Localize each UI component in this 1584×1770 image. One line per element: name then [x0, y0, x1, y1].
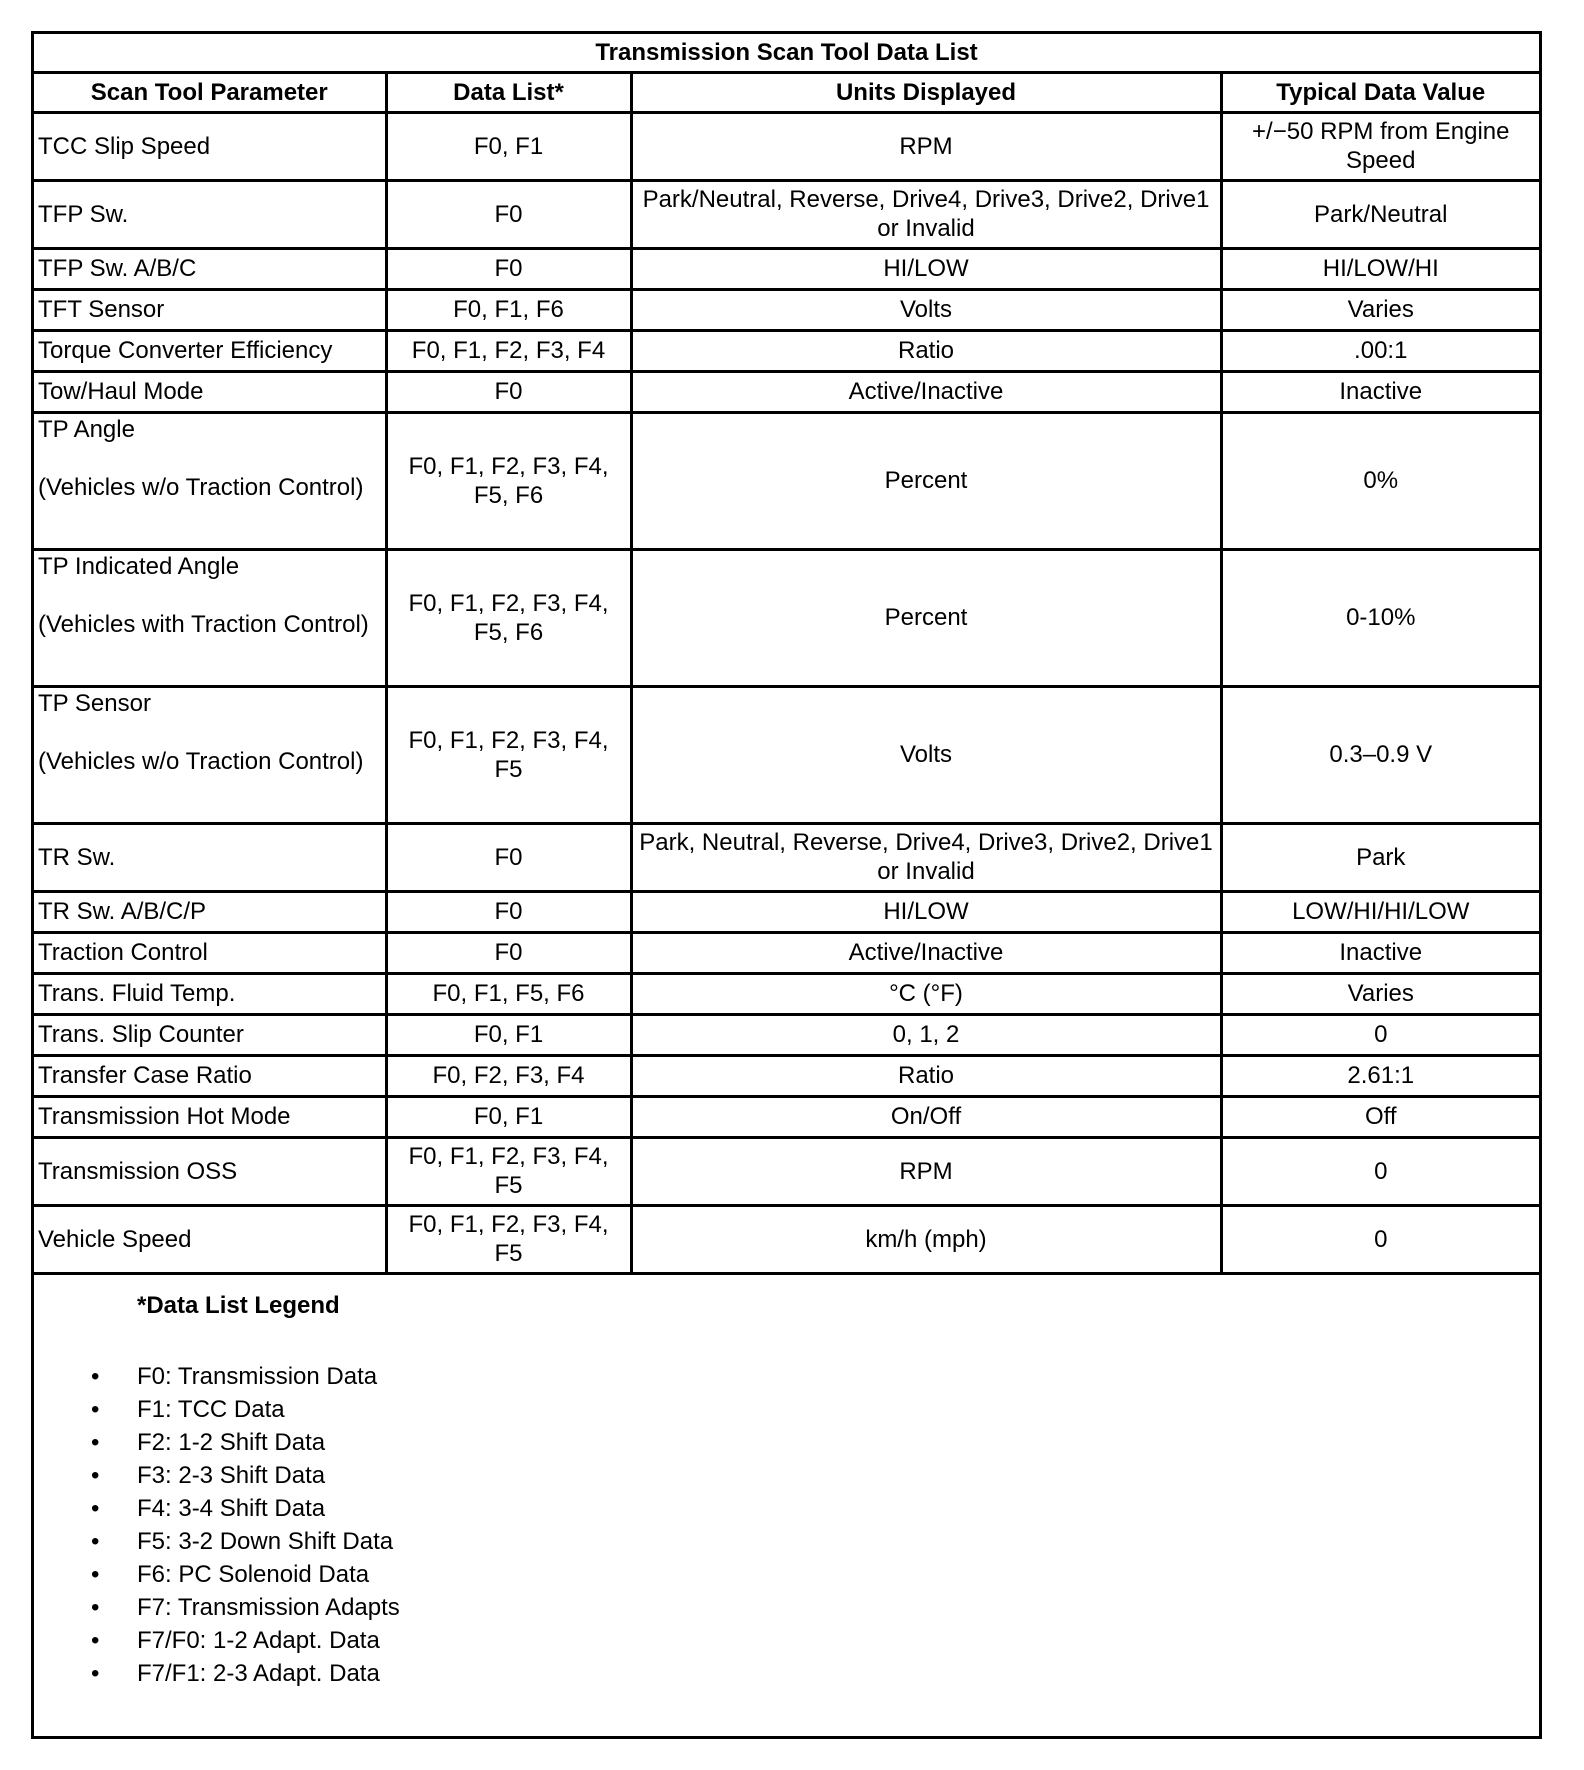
column-header-data-list: Data List* — [386, 72, 631, 112]
typical-value-cell: .00:1 — [1221, 330, 1539, 371]
column-header-units: Units Displayed — [631, 72, 1221, 112]
table-row — [34, 1096, 1539, 1137]
bullet-icon: • — [91, 1659, 100, 1687]
units-cell: Volts — [631, 686, 1221, 823]
units-cell: HI/LOW — [631, 891, 1221, 932]
units-cell: Park, Neutral, Reverse, Drive4, Drive3, Drive2, Drive1 or Invalid — [631, 823, 1221, 891]
parameter-cell — [34, 549, 386, 686]
parameter-cell: Transmission OSS — [34, 1137, 386, 1205]
legend-title: *Data List Legend — [137, 1291, 340, 1319]
typical-value-cell: 0 — [1221, 1014, 1539, 1055]
units-cell: RPM — [631, 1137, 1221, 1205]
table-title: Transmission Scan Tool Data List — [34, 34, 1539, 72]
parameter-name: TP Indicated Angle — [38, 552, 240, 580]
bullet-icon: • — [91, 1560, 100, 1588]
table-row — [34, 248, 1539, 289]
typical-value-cell: Inactive — [1221, 932, 1539, 973]
parameter-cell: Tow/Haul Mode — [34, 371, 386, 412]
data-list-cell: F0, F1, F2, F3, F4, F5, F6 — [386, 549, 631, 686]
table-row — [34, 891, 1539, 932]
typical-value-cell: LOW/HI/HI/LOW — [1221, 891, 1539, 932]
data-list-cell: F0 — [386, 891, 631, 932]
list-item — [34, 1459, 1539, 1492]
data-list-cell: F0, F1, F2, F3, F4, F5 — [386, 1205, 631, 1273]
list-item — [34, 1492, 1539, 1525]
data-list-cell: F0 — [386, 371, 631, 412]
bullet-icon: • — [91, 1527, 100, 1555]
bullet-icon: • — [91, 1626, 100, 1654]
table-row — [34, 1205, 1539, 1273]
parameter-cell: TFT Sensor — [34, 289, 386, 330]
typical-value-cell: Off — [1221, 1096, 1539, 1137]
list-item — [34, 1525, 1539, 1558]
table-row — [34, 180, 1539, 248]
list-item — [34, 1624, 1539, 1657]
table-row — [34, 932, 1539, 973]
typical-value-cell: 2.61:1 — [1221, 1055, 1539, 1096]
data-list-cell: F0 — [386, 248, 631, 289]
table-row — [34, 1137, 1539, 1205]
typical-value-cell: HI/LOW/HI — [1221, 248, 1539, 289]
typical-value-cell: Varies — [1221, 289, 1539, 330]
units-cell: Percent — [631, 412, 1221, 549]
table-row — [34, 1014, 1539, 1055]
typical-value-cell: 0.3–0.9 V — [1221, 686, 1539, 823]
parameter-note: (Vehicles w/o Traction Control) — [38, 747, 364, 775]
units-cell: HI/LOW — [631, 248, 1221, 289]
table-row — [34, 973, 1539, 1014]
typical-value-cell: 0% — [1221, 412, 1539, 549]
list-item — [34, 1657, 1539, 1690]
typical-value-cell: 0 — [1221, 1137, 1539, 1205]
units-cell: °C (°F) — [631, 973, 1221, 1014]
bullet-icon: • — [91, 1461, 100, 1489]
table-row — [34, 112, 1539, 180]
data-list-cell: F0, F2, F3, F4 — [386, 1055, 631, 1096]
data-list-legend — [34, 1275, 1539, 1690]
bullet-icon: • — [91, 1593, 100, 1621]
legend-item-text: F6: PC Solenoid Data — [137, 1560, 370, 1588]
legend-item-text: F5: 3-2 Down Shift Data — [137, 1527, 394, 1555]
column-header-parameter: Scan Tool Parameter — [34, 72, 386, 112]
column-header-typical-value: Typical Data Value — [1221, 72, 1539, 112]
units-cell: Ratio — [631, 330, 1221, 371]
legend-item-text: F0: Transmission Data — [137, 1362, 378, 1390]
parameter-cell: TR Sw. — [34, 823, 386, 891]
data-list-cell: F0, F1, F2, F3, F4, F5 — [386, 1137, 631, 1205]
units-cell: 0, 1, 2 — [631, 1014, 1221, 1055]
units-cell: Ratio — [631, 1055, 1221, 1096]
legend-item-text: F2: 1-2 Shift Data — [137, 1428, 326, 1456]
parameter-cell: TFP Sw. A/B/C — [34, 248, 386, 289]
parameter-name: TP Sensor — [38, 689, 151, 717]
typical-value-cell: 0 — [1221, 1205, 1539, 1273]
bullet-icon: • — [91, 1395, 100, 1423]
data-list-cell: F0, F1, F2, F3, F4, F5 — [386, 686, 631, 823]
table-row — [34, 289, 1539, 330]
table-row — [34, 686, 1539, 823]
list-item — [34, 1360, 1539, 1393]
list-item — [34, 1591, 1539, 1624]
units-cell: km/h (mph) — [631, 1205, 1221, 1273]
typical-value-cell: Inactive — [1221, 371, 1539, 412]
table-row — [34, 1055, 1539, 1096]
bullet-icon: • — [91, 1428, 100, 1456]
parameter-cell: Trans. Fluid Temp. — [34, 973, 386, 1014]
legend-item-text: F7: Transmission Adapts — [137, 1593, 400, 1621]
units-cell: Volts — [631, 289, 1221, 330]
parameter-cell — [34, 686, 386, 823]
data-list-cell: F0, F1, F6 — [386, 289, 631, 330]
parameter-cell: TCC Slip Speed — [34, 112, 386, 180]
legend-item-text: F1: TCC Data — [137, 1395, 285, 1423]
data-list-cell: F0, F1 — [386, 1096, 631, 1137]
legend-item-text: F7/F0: 1-2 Adapt. Data — [137, 1626, 380, 1654]
parameter-cell: TFP Sw. — [34, 180, 386, 248]
parameter-cell: Trans. Slip Counter — [34, 1014, 386, 1055]
bullet-icon: • — [91, 1362, 100, 1390]
parameter-note: (Vehicles w/o Traction Control) — [38, 473, 364, 501]
table-row — [34, 330, 1539, 371]
parameter-cell: Torque Converter Efficiency — [34, 330, 386, 371]
units-cell: Active/Inactive — [631, 371, 1221, 412]
units-cell: Park/Neutral, Reverse, Drive4, Drive3, Drive2, Drive1 or Invalid — [631, 180, 1221, 248]
table-row — [34, 823, 1539, 891]
data-list-cell: F0, F1, F2, F3, F4 — [386, 330, 631, 371]
legend-item-text: F4: 3-4 Shift Data — [137, 1494, 326, 1522]
data-list-cell: F0, F1 — [386, 1014, 631, 1055]
parameter-cell: Transmission Hot Mode — [34, 1096, 386, 1137]
parameter-cell: Vehicle Speed — [34, 1205, 386, 1273]
legend-item-text: F3: 2-3 Shift Data — [137, 1461, 326, 1489]
table-row — [34, 371, 1539, 412]
bullet-icon: • — [91, 1494, 100, 1522]
data-list-cell: F0 — [386, 823, 631, 891]
parameter-cell: Transfer Case Ratio — [34, 1055, 386, 1096]
data-list-cell: F0, F1, F5, F6 — [386, 973, 631, 1014]
list-item — [34, 1393, 1539, 1426]
data-list-cell: F0, F1, F2, F3, F4, F5, F6 — [386, 412, 631, 549]
data-list-cell: F0 — [386, 932, 631, 973]
parameter-name: TP Angle — [38, 415, 135, 443]
parameter-note: (Vehicles with Traction Control) — [38, 610, 369, 638]
table-row — [34, 549, 1539, 686]
scan-tool-data-table — [34, 34, 1539, 1275]
units-cell: Active/Inactive — [631, 932, 1221, 973]
units-cell: RPM — [631, 112, 1221, 180]
list-item — [34, 1558, 1539, 1591]
document-frame — [31, 31, 1542, 1739]
units-cell: Percent — [631, 549, 1221, 686]
typical-value-cell: Park — [1221, 823, 1539, 891]
table-row — [34, 412, 1539, 549]
typical-value-cell: Park/Neutral — [1221, 180, 1539, 248]
parameter-cell: Traction Control — [34, 932, 386, 973]
parameter-cell: TR Sw. A/B/C/P — [34, 891, 386, 932]
parameter-cell — [34, 412, 386, 549]
data-list-cell: F0 — [386, 180, 631, 248]
typical-value-cell: Varies — [1221, 973, 1539, 1014]
list-item — [34, 1426, 1539, 1459]
legend-list — [34, 1360, 1539, 1690]
data-list-cell: F0, F1 — [386, 112, 631, 180]
typical-value-cell: 0-10% — [1221, 549, 1539, 686]
legend-item-text: F7/F1: 2-3 Adapt. Data — [137, 1659, 380, 1687]
units-cell: On/Off — [631, 1096, 1221, 1137]
typical-value-cell: +/−50 RPM from Engine Speed — [1221, 112, 1539, 180]
